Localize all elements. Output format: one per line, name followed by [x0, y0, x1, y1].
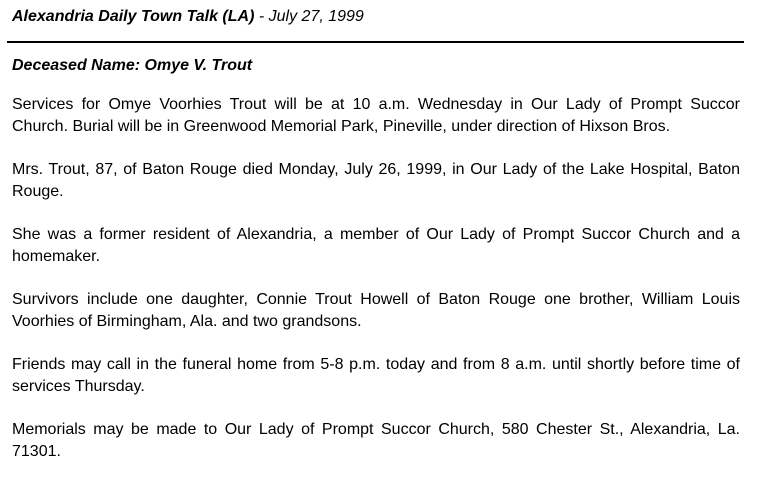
header-separator: - [254, 8, 269, 25]
paragraph-survivors: Survivors include one daughter, Connie Trout Howell of Baton Rouge one brother, William Louis Voorhies of Birmingham, Ala. and two grandsons. [12, 291, 740, 330]
obituary-body [12, 94, 740, 484]
header-divider [7, 41, 744, 43]
document-header [12, 8, 364, 26]
paragraph-death-details: Mrs. Trout, 87, of Baton Rouge died Monday, July 26, 1999, in Our Lady of the Lake Hospital, Baton Rouge. [12, 161, 740, 200]
paragraph-memorials: Memorials may be made to Our Lady of Prompt Succor Church, 580 Chester St., Alexandria, La. 71301. [12, 421, 740, 460]
paragraph-residence: She was a former resident of Alexandria, a member of Our Lady of Prompt Succor Church and a homemaker. [12, 226, 740, 265]
publication-name: Alexandria Daily Town Talk (LA) [12, 8, 255, 25]
paragraph-services: Services for Omye Voorhies Trout will be at 10 a.m. Wednesday in Our Lady of Prompt Succor Church. Burial will be in Greenwood Memorial Park, Pineville, under direction of Hixson Bros. [12, 96, 740, 135]
deceased-name-heading: Deceased Name: Omye V. Trout [12, 57, 253, 74]
paragraph-visitation: Friends may call in the funeral home from 5-8 p.m. today and from 8 a.m. until shortly before time of services Thursday. [12, 356, 740, 395]
publication-date: July 27, 1999 [268, 8, 364, 25]
